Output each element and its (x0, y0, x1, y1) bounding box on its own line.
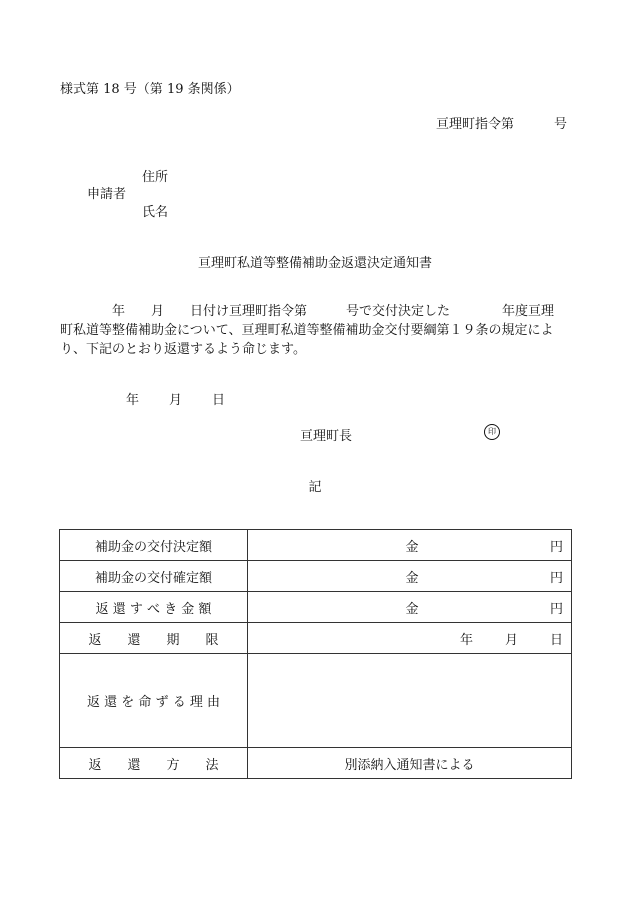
amount-cell (248, 530, 572, 561)
document-number-suffix: 号 (554, 117, 568, 132)
amount-suffix: 円 (549, 539, 563, 555)
row-label: 返 還 期 限 (60, 623, 248, 654)
issue-date-year: 年 (126, 393, 140, 408)
amount-suffix: 円 (549, 570, 563, 586)
issue-date-day: 日 (212, 393, 226, 408)
amount-prefix: 金 (405, 601, 419, 617)
name-label: 氏名 (142, 205, 169, 220)
row-label: 返 還 す べ き 金 額 (60, 592, 248, 623)
table-row (60, 530, 572, 561)
deadline-cell (248, 623, 572, 654)
amount-prefix: 金 (405, 570, 419, 586)
seal-icon: 印 (484, 424, 500, 440)
issuer-mayor: 亘理町長 (300, 429, 353, 444)
issue-date (126, 389, 255, 408)
form-number: 様式第 18 号（第 19 条関係） (60, 82, 240, 97)
document-number-prefix: 亘理町指令第 (436, 117, 515, 132)
deadline-month: 月 (504, 632, 518, 648)
amount-prefix: 金 (405, 539, 419, 555)
table-row (60, 561, 572, 592)
deadline-year: 年 (459, 632, 473, 648)
table-row (60, 592, 572, 623)
amount-suffix: 円 (549, 601, 563, 617)
row-label: 補助金の交付決定額 (60, 530, 248, 561)
detail-table (59, 529, 572, 779)
document-title: 亘理町私道等整備補助金返還決定通知書 (197, 256, 432, 271)
reason-cell (248, 654, 572, 748)
issue-date-month: 月 (169, 393, 183, 408)
table-row (60, 748, 572, 779)
address-label: 住所 (142, 170, 169, 185)
method-cell: 別添納入通知書による (248, 748, 572, 779)
notice-body (60, 302, 572, 359)
notice-body-line: 町私道等整備補助金について、亘理町私道等整備補助金交付要綱第１９条の規定によ (60, 323, 554, 338)
ki-heading: 記 (308, 480, 322, 495)
table-row (60, 654, 572, 748)
row-label: 返 還 を 命 ず る 理 由 (60, 654, 248, 748)
table-row (60, 623, 572, 654)
row-label: 補助金の交付確定額 (60, 561, 248, 592)
notice-body-line: 年 月 日付け亘理町指令第 号で交付決定した 年度亘理 (60, 304, 555, 319)
deadline-day: 日 (549, 632, 563, 648)
row-label: 返 還 方 法 (60, 748, 248, 779)
amount-cell (248, 561, 572, 592)
applicant-label: 申請者 (87, 187, 127, 202)
amount-cell (248, 592, 572, 623)
document-number (436, 113, 567, 132)
notice-body-line: り、下記のとおり返還するよう命じます。 (60, 342, 306, 357)
